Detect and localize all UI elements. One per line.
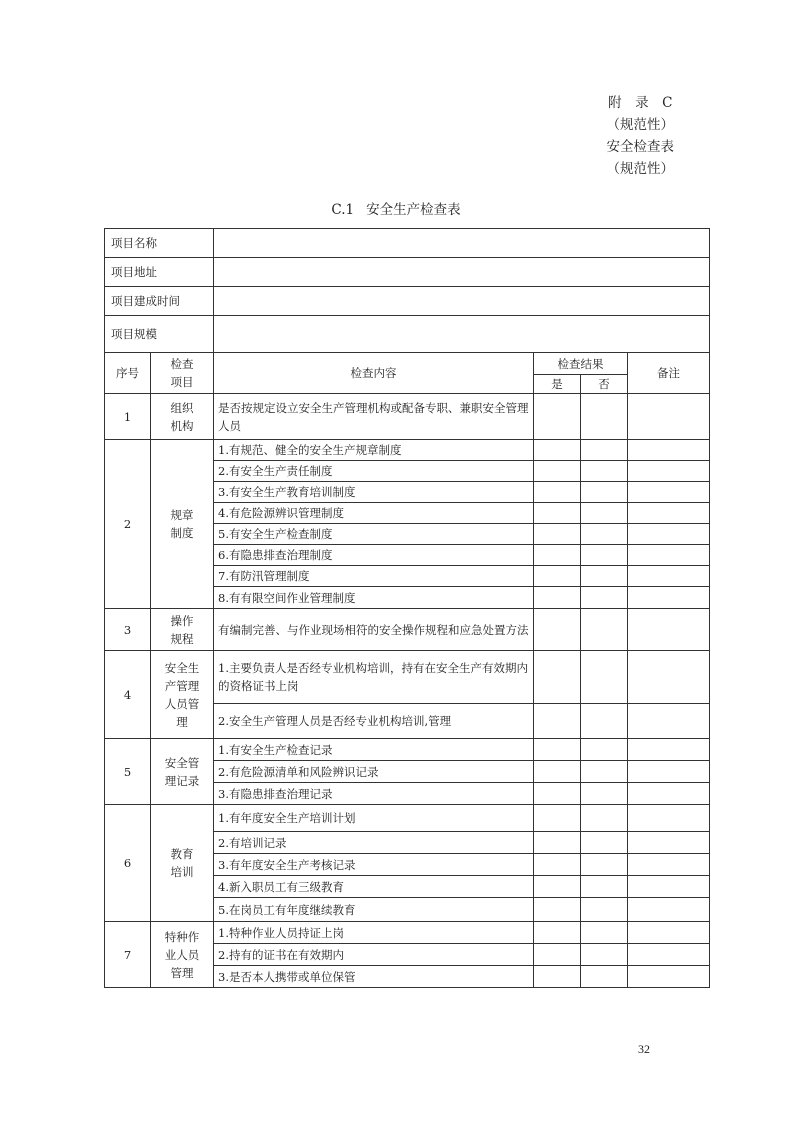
appendix-normative-2: （规范性） <box>606 161 674 177</box>
check-content: 8.有有限空间作业管理制度 <box>214 587 534 609</box>
result-no-cell[interactable] <box>581 922 628 944</box>
result-no-cell[interactable] <box>581 651 628 704</box>
result-yes-cell[interactable] <box>534 503 581 524</box>
result-no-cell[interactable] <box>581 761 628 783</box>
result-no-cell[interactable] <box>581 394 628 440</box>
result-yes-cell[interactable] <box>534 739 581 761</box>
info-row <box>105 316 710 353</box>
check-row <box>105 651 710 704</box>
result-yes-cell[interactable] <box>534 922 581 944</box>
result-no-cell[interactable] <box>581 854 628 876</box>
check-content: 3.有年度安全生产考核记录 <box>214 854 534 876</box>
remark-cell[interactable] <box>628 503 710 524</box>
result-yes-cell[interactable] <box>534 783 581 805</box>
result-yes-cell[interactable] <box>534 651 581 704</box>
appendix-title: 安全检查表 <box>606 139 674 155</box>
check-content: 5.在岗员工有年度继续教育 <box>214 898 534 922</box>
info-label: 项目规模 <box>105 316 214 353</box>
check-row <box>105 805 710 832</box>
header-row <box>105 353 710 375</box>
result-yes-cell[interactable] <box>534 898 581 922</box>
check-content: 1.有年度安全生产培训计划 <box>214 805 534 832</box>
check-content: 1.主要负责人是否经专业机构培训，持有在安全生产有效期内的资格证书上岗 <box>214 651 534 704</box>
result-yes-cell[interactable] <box>534 704 581 739</box>
result-no-cell[interactable] <box>581 482 628 503</box>
check-content: 1.有安全生产检查记录 <box>214 739 534 761</box>
remark-cell[interactable] <box>628 832 710 854</box>
check-content: 4.新入职员工有三级教育 <box>214 876 534 898</box>
result-yes-cell[interactable] <box>534 805 581 832</box>
check-item: 操作 规程 <box>151 609 214 651</box>
remark-cell[interactable] <box>628 394 710 440</box>
result-yes-cell[interactable] <box>534 854 581 876</box>
remark-cell[interactable] <box>628 805 710 832</box>
result-no-cell[interactable] <box>581 704 628 739</box>
check-content: 2.持有的证书在有效期内 <box>214 944 534 966</box>
check-content: 2.有危险源清单和风险辨识记录 <box>214 761 534 783</box>
remark-cell[interactable] <box>628 944 710 966</box>
result-no-cell[interactable] <box>581 587 628 609</box>
info-value-cell <box>214 229 710 258</box>
result-yes-cell[interactable] <box>534 761 581 783</box>
result-no-cell[interactable] <box>581 832 628 854</box>
appendix-heading <box>607 92 675 180</box>
check-seq: 2 <box>105 440 151 609</box>
remark-cell[interactable] <box>628 876 710 898</box>
check-seq: 6 <box>105 805 151 922</box>
result-no-cell[interactable] <box>581 739 628 761</box>
result-no-cell[interactable] <box>581 609 628 651</box>
result-no-cell[interactable] <box>581 566 628 587</box>
result-yes-cell[interactable] <box>534 394 581 440</box>
check-item: 组织 机构 <box>151 394 214 440</box>
appendix-normative-1: （规范性） <box>606 117 674 133</box>
result-no-cell[interactable] <box>581 545 628 566</box>
check-content: 7.有防汛管理制度 <box>214 566 534 587</box>
remark-cell[interactable] <box>628 922 710 944</box>
remark-cell[interactable] <box>628 609 710 651</box>
result-no-cell[interactable] <box>581 898 628 922</box>
safety-check-table <box>104 228 710 988</box>
check-seq: 5 <box>105 739 151 805</box>
check-seq: 1 <box>105 394 151 440</box>
info-row <box>105 258 710 287</box>
header-seq: 序号 <box>105 353 151 394</box>
remark-cell[interactable] <box>628 704 710 739</box>
result-yes-cell[interactable] <box>534 566 581 587</box>
check-content: 有编制完善、与作业现场相符的安全操作规程和应急处置方法 <box>214 609 534 651</box>
info-row <box>105 287 710 316</box>
result-no-cell[interactable] <box>581 783 628 805</box>
remark-cell[interactable] <box>628 440 710 461</box>
check-row <box>105 922 710 944</box>
check-row <box>105 739 710 761</box>
check-item: 安全生 产管理 人员管 理 <box>151 651 214 739</box>
remark-cell[interactable] <box>628 966 710 988</box>
result-no-cell[interactable] <box>581 503 628 524</box>
remark-cell[interactable] <box>628 739 710 761</box>
check-content: 5.有安全生产检查制度 <box>214 524 534 545</box>
check-item: 特种作 业人员 管理 <box>151 922 214 988</box>
remark-cell[interactable] <box>628 783 710 805</box>
header-yes: 是 <box>534 375 581 394</box>
remark-cell[interactable] <box>628 482 710 503</box>
info-label: 项目建成时间 <box>105 287 214 316</box>
result-no-cell[interactable] <box>581 440 628 461</box>
result-no-cell[interactable] <box>581 876 628 898</box>
result-yes-cell[interactable] <box>534 876 581 898</box>
header-result: 检查结果 <box>534 353 628 375</box>
result-yes-cell[interactable] <box>534 944 581 966</box>
header-remark: 备注 <box>628 353 710 394</box>
check-content: 3.有隐患排查治理记录 <box>214 783 534 805</box>
result-yes-cell[interactable] <box>534 966 581 988</box>
remark-cell[interactable] <box>628 545 710 566</box>
info-value-cell <box>214 316 710 353</box>
result-no-cell[interactable] <box>581 944 628 966</box>
table-title <box>0 198 792 218</box>
result-yes-cell[interactable] <box>534 482 581 503</box>
info-row <box>105 229 710 258</box>
check-content: 2.有培训记录 <box>214 832 534 854</box>
info-value-cell <box>214 287 710 316</box>
check-seq: 3 <box>105 609 151 651</box>
appendix-label: 附 录 C <box>608 95 673 111</box>
info-value-cell <box>214 258 710 287</box>
remark-cell[interactable] <box>628 587 710 609</box>
result-no-cell[interactable] <box>581 461 628 482</box>
check-item: 教育 培训 <box>151 805 214 922</box>
remark-cell[interactable] <box>628 898 710 922</box>
table-number: C.1 <box>331 202 355 218</box>
check-content: 2.有安全生产责任制度 <box>214 461 534 482</box>
result-no-cell[interactable] <box>581 524 628 545</box>
remark-cell[interactable] <box>628 854 710 876</box>
remark-cell[interactable] <box>628 461 710 482</box>
result-yes-cell[interactable] <box>534 440 581 461</box>
check-row <box>105 609 710 651</box>
result-no-cell[interactable] <box>581 966 628 988</box>
header-content: 检查内容 <box>214 353 534 394</box>
remark-cell[interactable] <box>628 566 710 587</box>
remark-cell[interactable] <box>628 761 710 783</box>
check-item: 规章 制度 <box>151 440 214 609</box>
result-yes-cell[interactable] <box>534 609 581 651</box>
check-content: 4.有危险源辨识管理制度 <box>214 503 534 524</box>
info-label: 项目名称 <box>105 229 214 258</box>
check-content: 3.有安全生产教育培训制度 <box>214 482 534 503</box>
info-label: 项目地址 <box>105 258 214 287</box>
result-yes-cell[interactable] <box>534 832 581 854</box>
result-yes-cell[interactable] <box>534 461 581 482</box>
check-row <box>105 394 710 440</box>
check-seq: 7 <box>105 922 151 988</box>
result-yes-cell[interactable] <box>534 524 581 545</box>
table-name: 安全生产检查表 <box>366 202 461 218</box>
check-content: 3.是否本人携带或单位保管 <box>214 966 534 988</box>
remark-cell[interactable] <box>628 524 710 545</box>
header-item: 检查 项目 <box>151 353 214 394</box>
result-yes-cell[interactable] <box>534 545 581 566</box>
check-content: 是否按规定设立安全生产管理机构或配备专职、兼职安全管理人员 <box>214 394 534 440</box>
check-row <box>105 440 710 461</box>
header-no: 否 <box>581 375 628 394</box>
check-seq: 4 <box>105 651 151 739</box>
check-content: 1.特种作业人员持证上岗 <box>214 922 534 944</box>
check-item: 安全管 理记录 <box>151 739 214 805</box>
result-yes-cell[interactable] <box>534 587 581 609</box>
check-content: 1.有规范、健全的安全生产规章制度 <box>214 440 534 461</box>
result-no-cell[interactable] <box>581 805 628 832</box>
check-content: 2.安全生产管理人员是否经专业机构培训,管理 <box>214 704 534 739</box>
page-number: 32 <box>638 1042 650 1056</box>
remark-cell[interactable] <box>628 651 710 704</box>
check-content: 6.有隐患排查治理制度 <box>214 545 534 566</box>
